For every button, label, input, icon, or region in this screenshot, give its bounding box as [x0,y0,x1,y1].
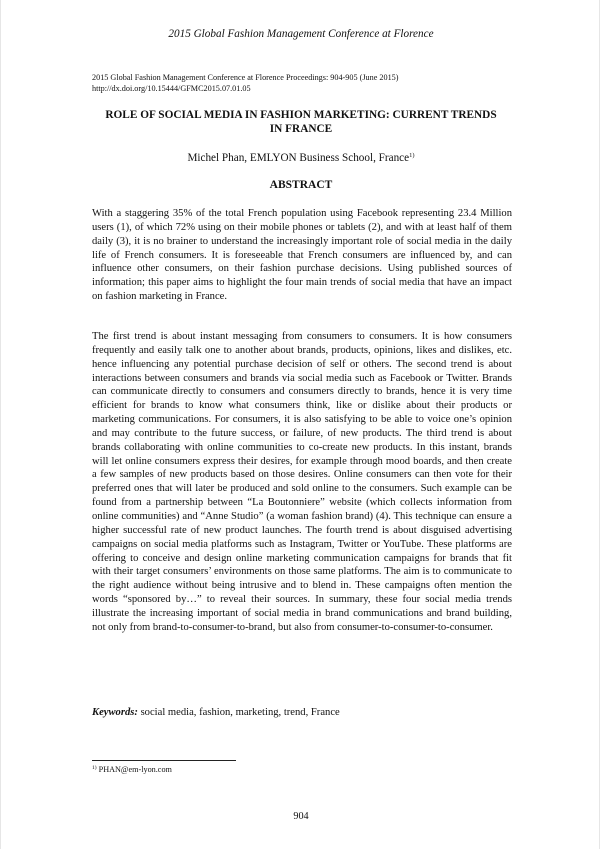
footnote [92,765,172,774]
footnote-mark: 1) [92,765,97,771]
footnote-email[interactable]: PHAN@em-lyon.com [98,765,172,774]
page-number: 904 [293,811,309,822]
abstract-heading: ABSTRACT [269,179,333,191]
proceedings-citation: 2015 Global Fashion Management Conference at Florence Proceedings: 904-905 (June 2015) [92,73,399,82]
doi-link[interactable]: http://dx.doi.org/10.15444/GFMC2015.07.01.05 [92,83,251,93]
keywords-label: Keywords: [92,707,138,718]
abstract-paragraph-1: With a staggering 35% of the total French population using Facebook representing 23.4 Million users (1), of which 72% using on their mobile phones or tablets (2), and with at least half of them daily (3), it is no brainer to understand the increasingly important role of social media in the daily life of French consumers. It is foreseeable that French consumers are influenced by, and can influence other consumers, on their fashion purchase decisions. Using published sources of information; this paper aims to highlight the four main trends of social media that have an impact on fashion marketing in France. [92,208,512,303]
proceedings-info [92,73,512,94]
footnote-divider [92,760,236,761]
running-header: 2015 Global Fashion Management Conference at Florence [168,28,434,40]
author-line [1,152,600,164]
abstract-paragraph-2: The first trend is about instant messaging from consumers to consumers. It is how consumers frequently and easily talk one to another about brands, products, opinions, likes and dislikes, etc. hence influencing any potential purchase decision of self or others. The second trend is about interactions between consumers and brands via social media such as Facebook or Twitter. Brands can communicate directly to consumers and consumers directly to brands, hence it is very time efficient for brands to know what consumers think, like or dislike about their products or marketing communications. For consumers, it is also satisfying to be able to voice one’s opinion and may contribute to the future success, or failure, of new products. The third trend is about brands collaborating with online communities to co-create new products. In this instant, brands will let online consumers express their desires, for example through mood boards, and then create a few samples of new products based on those desires. Online consumers can then vote for their preferred ones that will later be produced and sold online to the consumers. Such example can be found from a partnership between “La Boutonniere” website (which collects information from online communities) and “Anne Studio” (a woman fashion brand) (4). This technique can ensure a higher successful rate of new product launches. The fourth trend is about disguised advertising campaigns on social media platforms such as Instagram, Twitter or YouTube. These platforms are offering to conceive and design online marketing communication campaigns for brands that fit with their target consumers’ environments on those same platforms. The aim is to communicate to the right audience without being intrusive and to blend in. These campaigns often mention the words “sponsored by…” to reveal their sources. In summary, these four social media trends illustrate the increasing important of social media in brand communications and brand building, not only from brand-to-consumer-to-brand, but also from consumer-to-consumer-to-consumer. [92,331,512,633]
paper-title: ROLE OF SOCIAL MEDIA IN FASHION MARKETING: CURRENT TRENDS IN FRANCE [105,109,497,135]
keywords-line [92,706,512,720]
author-name: Michel Phan, EMLYON Business School, France [187,152,410,164]
keywords-text: social media, fashion, marketing, trend, France [140,707,340,718]
author-footnote-mark: 1) [409,152,415,159]
